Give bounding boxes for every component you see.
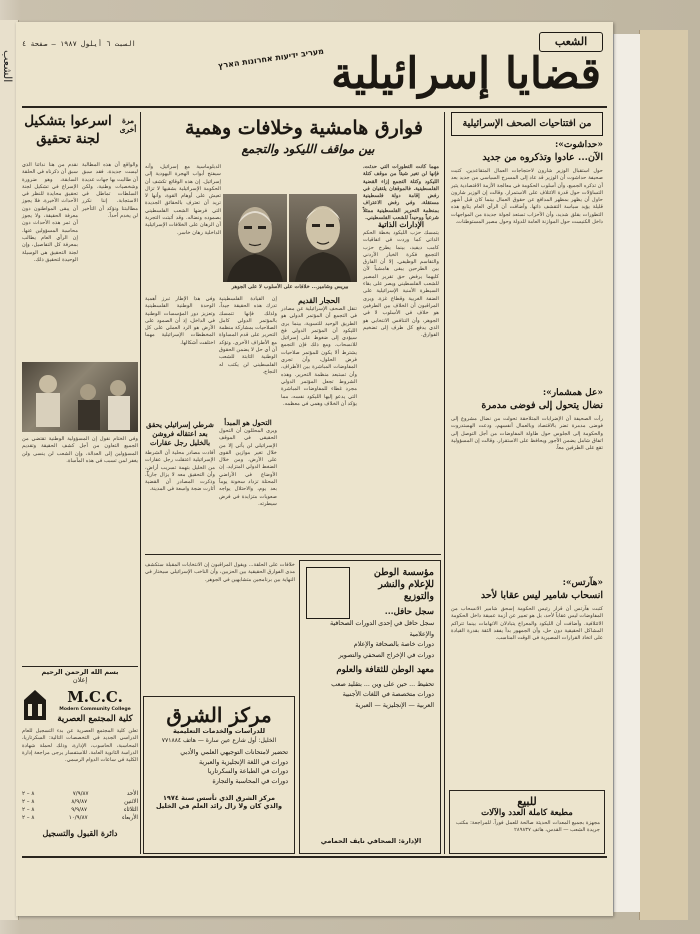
mcc-schedule-table (22, 790, 138, 822)
table-row: الثلاثاء ٩/٩/٨٧ ٨ – ٢ (22, 807, 138, 813)
table-row: الأربعاء ١٠/٩/٨٧ ٨ – ٢ (22, 815, 138, 821)
list-item: دورات في الطباعة والسكرتاريا (207, 768, 288, 775)
left-column-photo (22, 362, 138, 432)
article1-headline: الآن... عادوا وتذكروه من جديد (482, 152, 603, 163)
portrait-2-drawing (223, 194, 287, 282)
col3-subhead: التحول هو المبدأ (224, 418, 272, 427)
col2-body: تنقل الصحف الإسرائيلية عن مصادر في التجمع أن المؤتمر الدولي هو الطريق الوحيد للتسوية، بينما يرى الليكود أن المؤتمر الدولي فخ سيؤدي إلى ضغوط على إسرائيل للانسحاب. ومع ذلك فإن التجمع يشترط ألا يكون للمؤتمر صلاحيات فرض الحلول، وأن تجري المفاوضات المباشرة بين الأطراف، وأن تستبعد منظمة التحرير. وهذه الشروط تجعل المؤتمر الدولي مجرد غطاء للمفاوضات المباشرة التي يدعو إليها الليكود نفسه، مما يؤكد أن الخلاف وهمي في معظمه. (281, 306, 357, 407)
al-watan-list (306, 619, 434, 711)
left-body-col-a: نقدم من هنا ندائنا الذي سبق أن ذكرناه في الحلقة السابقة، وهو ضرورة الإسراع في تشكيل لجنة تحقيق محايدة للنظر في الأحداث الأخيرة. فلا يجوز أن يبقى المواطنون دون معرفة الحقيقة، ولا يجوز أن تمر هذه الأحداث دون محاسبة المسؤولين عنها. إن الرأي العام يطالب بمعرفة كل التفاصيل، وإن لجنة التحقيق هي الوسيلة الوحيدة لتحقيق ذلك. (22, 162, 78, 263)
list-item: دورات خاصة بالصحافة والإعلام (353, 641, 434, 648)
main-subheadline: بين مواقف الليكود والتجمع (241, 142, 375, 156)
list-item: دورات في اللغة الإنجليزية والعبرية (199, 758, 288, 766)
col3b-body: إن القيادة الفلسطينية تدرك هذه الحقيقة جيداً، ولذلك فإنها تتمسك بالمؤتمر الدولي كامل الصلاحيات بمشاركة منظمة التحرير على قدم المساواة مع الأطراف الأخرى. وتؤكد أن أي حل لا يضمن الحقوق الوطنية الثابتة للشعب الفلسطيني لن يكتب له النجاح. (219, 296, 277, 375)
masthead-rule (22, 106, 607, 108)
main-lead: مهما كانت التطورات التي حدثت، فإنها لن تغير شيئاً من موقف كتلة الليكود وكتلة التجمع إزاء القضية الفلسطينية. فالموقفان يلتقيان في رفض إقامة دولة فلسطينية مستقلة، وفي رفض الاعتراف بمنظمة التحرير الفلسطينية ممثلاً شرعياً ووحيداً للشعب الفلسطيني. (363, 164, 439, 222)
al-watan-ad: مؤسسة الوطن للإعلام والنشر والتوزيع سجل حافل... سجل حافل في إحدى الدورات الصحافية والإعلامية دورات خاصة بالصحافة والإعلام دورات في الإخراج الصحفي والتصوير معهد الوطن للثقافة والعلوم تحفيظ ... حين على وين ... بتقليد صعب دورات متخصصة في اللغات الأجنبية العربية — الإنجليزية — العبرية الإدارة: الصحافي نايف الحمامي (299, 560, 441, 854)
printing-press-ad: للبيع مطبعة كاملة العدد والآلات مجهزة بجميع المعدات الحديثة صالحة للعمل فوراً. للمراجعة: مكتب جريدة الشعب — القدس، هاتف ٢٨٩٨٣٧ (449, 790, 605, 854)
al-watan-logo-icon (306, 567, 350, 619)
article3-body: كتبت هآرتس أن قرار رئيس الحكومة إسحق شامير الانسحاب من المفاوضات ليس عقاباً لأحد، بل هو تعبير عن أزمة عميقة داخل الحكومة الائتلافية. وأضافت أن الليكود والمعراخ يتبادلان الاتهامات بينما تتراكم المشاكل الحقيقية دون حل، وأن الجمهور بدأ يفقد الثقة بقدرة القيادة على اتخاذ القرارات المصيرية في الوقت المناسب. (451, 606, 603, 642)
list-item: دورات في الإخراج الصحفي والتصوير (338, 651, 434, 659)
al-watan-footer: الإدارة: الصحافي نايف الحمامي (320, 837, 422, 845)
spine-label: الشعب (1, 50, 14, 83)
date-line: السبت ٦ أيلول ١٩٨٧ — صفحة ٤ (22, 40, 136, 48)
left-column-header (22, 112, 140, 158)
mcc-ad: بسم الله الرحمن الرحيم إعلان M.C.C. Modern Community College كلية المجتمع العصرية تعلن كلية المجتمع العصرية عن بدء التسجيل للعام الدراسي الجديد في التخصصات التالية: السكرتاريا، المحاسبة، الحاسوب، الإدارة، وذلك لحملة شهادة الدراسة الثانوية العامة. للاستفسار يرجى مراجعة إدارة الكلية في ساعات الدوام الرسمي. الأحد ٧/٩/٨٧ ٨ – ٢ الاثنين ٨/٩/٨٧ ٨ – ٢ الثلاثاء ٩/٩/٨٧ ٨ – ٢ الأربعاء ١٠/٩/٨٧ ٨ – ٢ دائرة القبول والتسجيل (22, 668, 138, 838)
col1-subhead: الإدارات الذاتية (378, 220, 424, 229)
portrait-1-drawing (289, 194, 357, 282)
markaz-al-sharq-ad: مركز الشرق للدراسات والخدمات التعليمية الخليل: أول شارع عين سارة — هاتف ٧٧١٨٨٤ تحضير لامتحانات التوجيهي العلمي والأدبي دورات في اللغة الإنجليزية والعبرية دورات في الطباعة والسكرتاريا دورات في المحاسبة والتجارة مركز الشرق الذي تأسس سنة ١٩٧٤ والذي كان ولا زال رائد العلم في الخليل (143, 696, 295, 854)
list-item: سجل حافل في إحدى الدورات الصحافية والإعلامية (330, 620, 434, 638)
crowd-photo-drawing (22, 362, 138, 432)
left-ad-rule (22, 666, 138, 667)
list-item: معهد الوطن للثقافة والعلوم (336, 665, 434, 675)
markaz-list (150, 748, 288, 786)
left-body-continued: وفي الختام نقول إن المسؤولية الوطنية تقتضي من الجميع التعاون من أجل كشف الحقيقة وتقديم المسؤولين إلى العدالة، وإن الشعب لن ينسى ولن يغفر لمن تسبب في هذه المأساة. (22, 436, 138, 464)
col3-body: الدبلوماسية مع إسرائيل، وأنه سيفتح أبواب الهجرة اليهودية إلى إسرائيل. إن هذه الوقائع تكشف أن الحكومة الإسرائيلية بشقيها لا تزال تعيش على أوهام القوة، وأنها لا تريد أن تعترف بالحقائق الجديدة التي فرضها الشعب الفلسطيني بصموده ونضاله. وقد أثبتت التجربة أن الرهان على الخلافات الإسرائيلية الداخلية رهان خاسر. (145, 164, 221, 236)
left-body-col-b: والواقع أن هذه المطالبة ليست جديدة، فقد سبق أن طالبت بها جهات عديدة وشخصيات وطنية، ولكن السلطات تماطل في الاستجابة. إننا نكرر مطالبتنا ونؤكد أن التأخير لن يخدم أحداً. (82, 162, 138, 220)
table-row: الاثنين ٨/٩/٨٧ ٨ – ٢ (22, 799, 138, 805)
column-rule-right (444, 112, 445, 854)
article3-headline: انسحاب شامير ليس عقابا لأحد (480, 590, 603, 601)
lower-article-continuation: خلافات على الحلقة... ويقول المراقبون إن الانتخابات المقبلة ستكشف مدى الفوارق الحقيقية بين الحزبين، وأن الناخب الإسرائيلي سيختار في النهاية بين برنامجين متشابهين في الجوهر. (145, 562, 295, 583)
sub-article-headline: شرطي إسرائيلي يحقق بعد اعتقاله فروشن بالخليل رجل عقارات (146, 420, 214, 447)
list-item: تحفيظ ... حين على وين ... بتقليد صعب (331, 680, 434, 688)
article1-source: «حداشوت»: (554, 140, 603, 150)
newspaper-logo: الشعب (539, 32, 603, 52)
mcc-logo-icon (22, 688, 48, 722)
photo-politician-2 (223, 194, 287, 282)
photo-caption: بيريس وشامير... خلافات على الأسلوب لا على الجوهر (231, 284, 349, 290)
blank-page-edge (613, 34, 640, 912)
newspaper-page (16, 22, 613, 916)
article2-headline: نضال يتحول إلى فوضى مدمرة (481, 400, 603, 411)
table-row: الأحد ٧/٩/٨٧ ٨ – ٢ (22, 791, 138, 797)
col4-body: وفي هذا الإطار تبرز أهمية الوحدة الوطنية الفلسطينية وتعزيز دور المؤسسات الوطنية في الداخل، إذ أن الصمود على الأرض هو الرد العملي على كل المخططات الإسرائيلية مهما اختلفت أشكالها. (145, 296, 215, 346)
stacked-pages (639, 30, 688, 920)
page-bottom-rule (22, 856, 607, 858)
hebrew-newspapers-logo: מעריב ידיעות אחרונות הארץ (217, 46, 325, 71)
sub-article-body: أفادت مصادر محلية أن الشرطة الإسرائيلية اعتقلت رجل عقارات من الخليل بتهمة تسريب أراضٍ، وأن التحقيق معه لا يزال جارياً. وذكرت المصادر أن القضية أثارت ضجة واسعة في المدينة. (145, 450, 215, 493)
list-item: تحضير لامتحانات التوجيهي العلمي والأدبي (180, 749, 288, 756)
article1-body: حول استقبال الوزير شارون لاحتجاجات العمال المتقاعدين. كتبت صحيفة حداشوت أن الوزير قد عاد إلى المسرح السياسي من جديد بعد أن تذكره الجميع، وأن أسلوب الحكومة في معالجة الأزمة الاقتصادية يثير التساؤلات حول قدرة الائتلاف على الاستمرار. وقالت إن الوزير شارون حاول أن يظهر بمظهر المدافع عن حقوق العمال بينما كان قبل أشهر قليلة يؤيد سياسة التقشف ذاتها. وأضافت أن الرأي العام يتابع هذه التطورات بقلق شديد، وأن الأحزاب تستعد لجولة جديدة من المواجهات داخل الكنيست حول الموازنة العامة للدولة وحول مصير المستوطنات. (451, 168, 603, 226)
editorial-section-header: من افتتاحيات الصحف الإسرائيلية (451, 112, 603, 136)
col3c-body: ويرى المحللون أن التحول الحقيقي في الموقف الإسرائيلي لن يأتي إلا من خلال تغير موازين القوى على الأرض، ومن خلال الضغط الدولي المتزايد. إن الأوضاع في الأراضي المحتلة تزداد سخونة يوماً بعد يوم، والاحتلال يواجه صعوبات متزايدة في فرض سيطرته. (219, 428, 277, 507)
col1-body: يتمسك حزب الليكود بخطة الحكم الذاتي كما وردت في اتفاقيات كامب ديفيد، بينما يطرح حزب التجمع فكرة الخيار الأردني والتقاسم الوظيفي. إلا أن الفارق بين الطرحين يبقى هامشياً لأن كليهما يرفض حق تقرير المصير للشعب الفلسطيني ويصر على بقاء السيطرة الأمنية الإسرائيلية على الضفة الغربية وقطاع غزة. ويرى المراقبون أن الخلاف بين الطرفين هو خلاف في الأسلوب لا في الجوهر، وأن التنافس الانتخابي هو الذي يدفع كل طرف إلى تضخيم الفوارق. (363, 230, 439, 339)
column-rule-left (140, 112, 141, 854)
list-item: دورات متخصصة في اللغات الأجنبية (342, 691, 434, 698)
article3-source: «هآرتس»: (562, 578, 603, 588)
side-title: مرة أخرى (119, 116, 137, 134)
list-item: دورات في المحاسبة والتجارة (212, 777, 288, 785)
article2-source: «عل همشمار»: (542, 388, 603, 398)
masthead-title: قضايا إسرائيلية (331, 49, 601, 99)
col2-subhead: الحجار القديم (298, 296, 340, 305)
article2-body: رأت الصحيفة أن الإضرابات المتلاحقة تحولت من نضال مشروع إلى فوضى مدمرة تضر بالاقتصاد وبالعمال أنفسهم، ودعت الهستدروت والحكومة إلى الجلوس حول طاولة المفاوضات من أجل التوصل إلى اتفاق شامل يضمن الأجور ويحافظ على الاستقرار. وقالت إن المسؤولية تقع على الطرفين معاً. (451, 416, 603, 452)
photo-politician-1 (289, 194, 357, 282)
list-item: العربية — الإنجليزية — العبرية (355, 701, 434, 709)
main-headline: فوارق هامشية وخلافات وهمية (185, 117, 423, 139)
main-article-bottom-rule (145, 554, 441, 555)
left-headline: اسرعوا بتشكيل لجنة تحقيق (24, 113, 112, 147)
